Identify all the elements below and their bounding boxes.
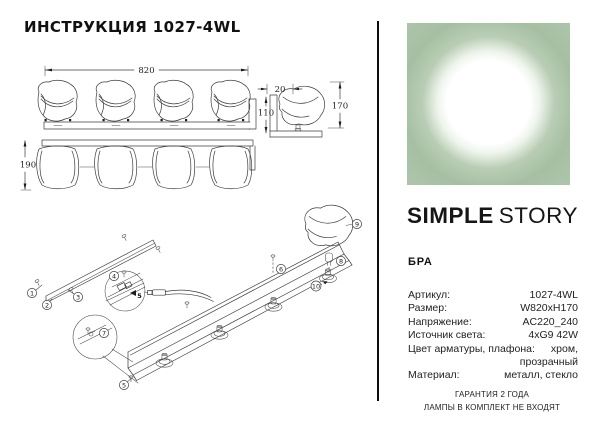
spec-label: Напряжение: (408, 315, 472, 328)
warranty-note (402, 389, 582, 414)
svg-text:10: 10 (311, 282, 321, 291)
brand-word-simple: SIMPLE (407, 203, 494, 228)
spec-label: Материал: (408, 369, 460, 382)
part-marker-3 (73, 292, 82, 301)
dim-total-height-label: 170 (331, 101, 349, 112)
part-marker-6 (276, 264, 285, 273)
spec-value: AC220_240 (522, 315, 578, 328)
dim-width-label: 820 (138, 66, 155, 76)
part-marker-5 (119, 380, 128, 389)
brand-name (407, 203, 577, 229)
part-marker-10 (311, 281, 321, 291)
power-cable (144, 290, 214, 308)
spec-row-color-wrap (408, 356, 578, 369)
spec-row-article (408, 289, 578, 302)
detail-circle-fixing (73, 315, 138, 383)
spec-value: хром, (550, 342, 578, 355)
dim-depth-label: 20 (274, 85, 286, 95)
spec-value: металл, стекло (504, 369, 578, 382)
spec-label: Источник света: (408, 329, 486, 342)
spec-row-voltage (408, 316, 578, 329)
spec-label: Размер: (408, 302, 448, 315)
spec-row-size (408, 302, 578, 315)
spec-value: прозрачный (519, 356, 578, 369)
spec-row-light-source (408, 329, 578, 342)
svg-text:6: 6 (278, 265, 284, 274)
svg-text:5: 5 (121, 381, 127, 390)
screw-part-6 (271, 255, 275, 273)
spec-row-color (408, 343, 578, 356)
vertical-divider (377, 21, 379, 401)
lamp-bar (128, 242, 352, 381)
svg-text:2: 2 (44, 301, 50, 310)
bulbs-note-line: ЛАМПЫ В КОМПЛЕКТ НЕ ВХОДЯТ (423, 402, 561, 412)
page-title: ИНСТРУКЦИЯ 1027-4WL (24, 18, 241, 36)
spec-label: Артикул: (408, 289, 451, 301)
part-marker-4 (109, 271, 118, 280)
spec-value: 4xG9 42W (528, 329, 578, 342)
part-marker-1 (27, 288, 36, 297)
svg-text:8: 8 (338, 257, 344, 266)
part-marker-2 (42, 300, 51, 309)
part-label-5-detail: 5 (137, 292, 142, 300)
glass-shade (305, 205, 353, 246)
svg-text:9: 9 (354, 220, 360, 229)
dim-shade-height-label: 190 (19, 160, 37, 171)
warranty-line: ГАРАНТИЯ 2 ГОДА (454, 390, 530, 399)
spec-value: W820xH170 (520, 302, 578, 315)
spec-label: Цвет арматуры, плафона: (408, 342, 535, 355)
svg-text:4: 4 (111, 272, 117, 281)
product-type: БРА (408, 256, 433, 268)
svg-text:3: 3 (75, 293, 81, 302)
part-marker-8 (336, 256, 345, 265)
svg-text:7: 7 (101, 329, 107, 338)
spec-list (408, 289, 578, 383)
spec-value: 1027-4WL (529, 289, 578, 301)
wall-bracket (35, 234, 162, 303)
part-marker-7 (99, 328, 108, 337)
spec-row-material (408, 369, 578, 382)
svg-text:1: 1 (29, 289, 35, 298)
bottom-view (21, 140, 255, 190)
brand-logo (407, 23, 570, 185)
part-marker-9 (352, 219, 361, 228)
exploded-view (27, 205, 361, 389)
dim-bracket-height-label: 110 (257, 108, 275, 119)
brand-word-story: STORY (498, 203, 578, 228)
technical-drawing (15, 60, 375, 430)
